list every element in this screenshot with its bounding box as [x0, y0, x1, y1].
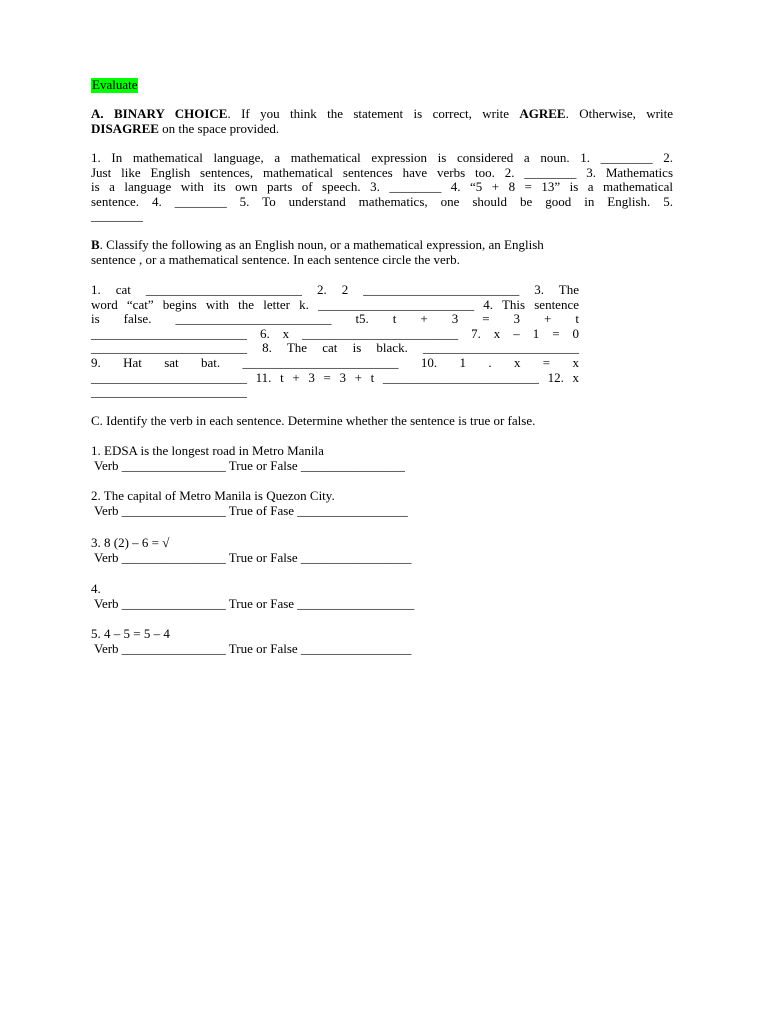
- part-c-question: 1. EDSA is the longest road in Metro Manila: [91, 443, 324, 458]
- part-b-line: ________________________ 8. The cat is black. ________________________: [91, 340, 579, 356]
- part-b-line: ________________________ 11. t + 3 = 3 + t ________________________ 12. x: [91, 369, 579, 385]
- part-c-item: [91, 444, 405, 473]
- part-c-answer-line: Verb ________________ True or False _________________: [94, 549, 412, 565]
- part-a-line: is a language with its own parts of speech. 3. ________ 4. “5 + 8 = 13” is a mathematical: [91, 179, 673, 195]
- part-c-question: 5. 4 – 5 = 5 – 4: [91, 626, 170, 641]
- part-c-answer-line: Verb ________________ True or False _________________: [94, 640, 412, 656]
- part-c-answer-line: Verb ________________ True of Fase _________________: [94, 502, 408, 518]
- part-a-line: ________: [91, 208, 143, 224]
- part-c-answer-line: Verb ________________ True or False ________________: [94, 457, 405, 473]
- part-a-title: BINARY CHOICE: [114, 106, 228, 121]
- part-b-line: 9. Hat sat bat. ________________________ 10. 1 . x = x: [91, 354, 579, 370]
- part-c-item: [91, 627, 411, 656]
- part-a-line: 1. In mathematical language, a mathematical expression is considered a noun. 1. ________ 2.: [91, 150, 673, 165]
- part-c-item: [91, 536, 411, 565]
- part-c-question: 3. 8 (2) – 6 = √: [91, 535, 170, 550]
- part-a-items: [91, 151, 673, 224]
- part-a-line: sentence. 4. ________ 5. To understand mathematics, one should be good in English. 5.: [91, 193, 673, 209]
- part-c-instruction: C. Identify the verb in each sentence. Determine whether the sentence is true or false.: [91, 413, 536, 428]
- part-b-line: 1. cat ________________________ 2. 2 ________________________ 3. The: [91, 282, 579, 297]
- part-b-line: is false. ________________________ t5. t + 3 = 3 + t: [91, 311, 579, 327]
- part-b-instruction-line1: B. Classify the following as an English noun, or a mathematical expression, an English: [91, 237, 544, 252]
- part-c-item: [91, 582, 414, 611]
- part-b-instructions: [91, 238, 651, 267]
- part-b-line: ________________________: [91, 384, 247, 400]
- part-c-question: 2. The capital of Metro Manila is Quezon City.: [91, 488, 335, 503]
- part-b-line: word “cat” begins with the letter k. ________________________ 4. This sentence: [91, 296, 579, 312]
- part-b-line: ________________________ 6. x ________________________ 7. x – 1 = 0: [91, 325, 579, 341]
- part-c-item: [91, 489, 408, 518]
- part-c-answer-line: Verb ________________ True or Fase __________________: [94, 595, 415, 611]
- evaluate-highlight: Evaluate: [92, 77, 138, 92]
- part-b-instruction-line2: sentence , or a mathematical sentence. In each sentence circle the verb.: [91, 251, 460, 267]
- part-a-instruction-line1: A. BINARY CHOICE. If you think the statement is correct, write AGREE. Otherwise, write: [91, 106, 673, 121]
- part-a-instructions: [91, 107, 673, 136]
- section-tag: [91, 78, 138, 93]
- part-a-line: Just like English sentences, mathematical sentences have verbs too. 2. ________ 3. Mathematics: [91, 164, 673, 180]
- part-b-items: [91, 283, 579, 400]
- part-c-question: 4.: [91, 581, 101, 596]
- part-c-instructions: [91, 414, 535, 429]
- part-a-instruction-line2: DISAGREE on the space provided.: [91, 120, 280, 136]
